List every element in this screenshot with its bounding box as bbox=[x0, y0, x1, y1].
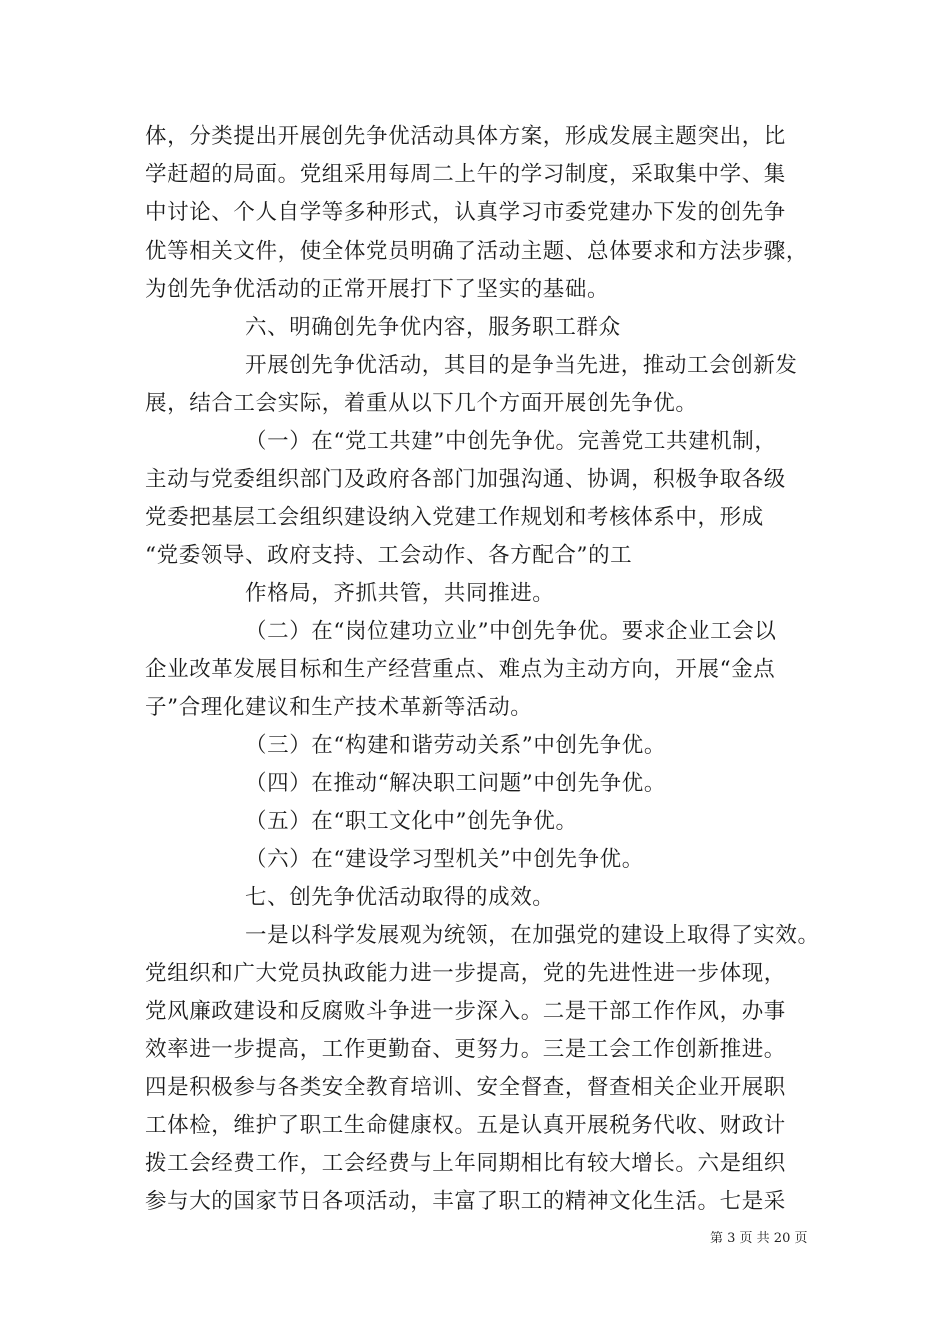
text-line: （六）在“建设学习型机关”中创先争优。 bbox=[245, 847, 644, 872]
section-heading: 七、创先争优活动取得的成效。 bbox=[245, 885, 555, 910]
section-heading: 六、明确创先争优内容，服务职工群众 bbox=[245, 315, 621, 340]
text-line: 子”合理化建议和生产技术革新等活动。 bbox=[145, 695, 533, 720]
text-line: （二）在“岗位建功立业”中创先争优。要求企业工会以 bbox=[245, 619, 777, 644]
text-line: 党委把基层工会组织建设纳入党建工作规划和考核体系中，形成 bbox=[145, 505, 764, 530]
text-line: 工体检，维护了职工生命健康权。五是认真开展税务代收、财政计 bbox=[145, 1113, 786, 1138]
text-line: 一是以科学发展观为统领，在加强党的建设上取得了实效。 bbox=[245, 923, 820, 948]
text-line: 体，分类提出开展创先争优活动具体方案，形成发展主题突出，比 bbox=[145, 124, 786, 149]
text-line: 为创先争优活动的正常开展打下了坚实的基础。 bbox=[145, 277, 610, 302]
text-line: （五）在“职工文化中”创先争优。 bbox=[245, 809, 578, 834]
text-line: 党风廉政建设和反腐败斗争进一步深入。二是干部工作作风，办事 bbox=[145, 999, 786, 1024]
text-line: 参与大的国家节日各项活动，丰富了职工的精神文化生活。七是采 bbox=[145, 1189, 786, 1214]
text-line: 党组织和广大党员执政能力进一步提高，党的先进性进一步体现， bbox=[145, 961, 786, 986]
text-line: （四）在推动“解决职工问题”中创先争优。 bbox=[245, 771, 666, 796]
text-line: 优等相关文件，使全体党员明确了活动主题、总体要求和方法步骤， bbox=[145, 239, 809, 264]
text-line: 学赶超的局面。党组采用每周二上午的学习制度，采取集中学、集 bbox=[145, 162, 786, 187]
text-line: 开展创先争优活动，其目的是争当先进，推动工会创新发 bbox=[245, 353, 798, 378]
text-line: “党委领导、政府支持、工会动作、各方配合”的工 bbox=[145, 543, 633, 568]
text-line: 四是积极参与各类安全教育培训、安全督查，督查相关企业开展职 bbox=[145, 1075, 786, 1100]
text-line: 效率进一步提高，工作更勤奋、更努力。三是工会工作创新推进。 bbox=[145, 1037, 786, 1062]
text-line: 企业改革发展目标和生产经营重点、难点为主动方向，开展“金点 bbox=[145, 657, 776, 682]
text-line: 作格局，齐抓共管，共同推进。 bbox=[245, 581, 555, 606]
text-line: 主动与党委组织部门及政府各部门加强沟通、协调，积极争取各级 bbox=[145, 467, 786, 492]
page-number-footer: 第 3 页 共 20 页 bbox=[710, 1231, 808, 1246]
text-line: 展，结合工会实际，着重从以下几个方面开展创先争优。 bbox=[145, 391, 698, 416]
text-line: 拨工会经费工作，工会经费与上年同期相比有较大增长。六是组织 bbox=[145, 1151, 786, 1176]
text-line: （三）在“构建和谐劳动关系”中创先争优。 bbox=[245, 733, 666, 758]
text-line: （一）在“党工共建”中创先争优。完善党工共建机制， bbox=[245, 429, 777, 454]
text-line: 中讨论、个人自学等多种形式，认真学习市委党建办下发的创先争 bbox=[145, 200, 786, 225]
